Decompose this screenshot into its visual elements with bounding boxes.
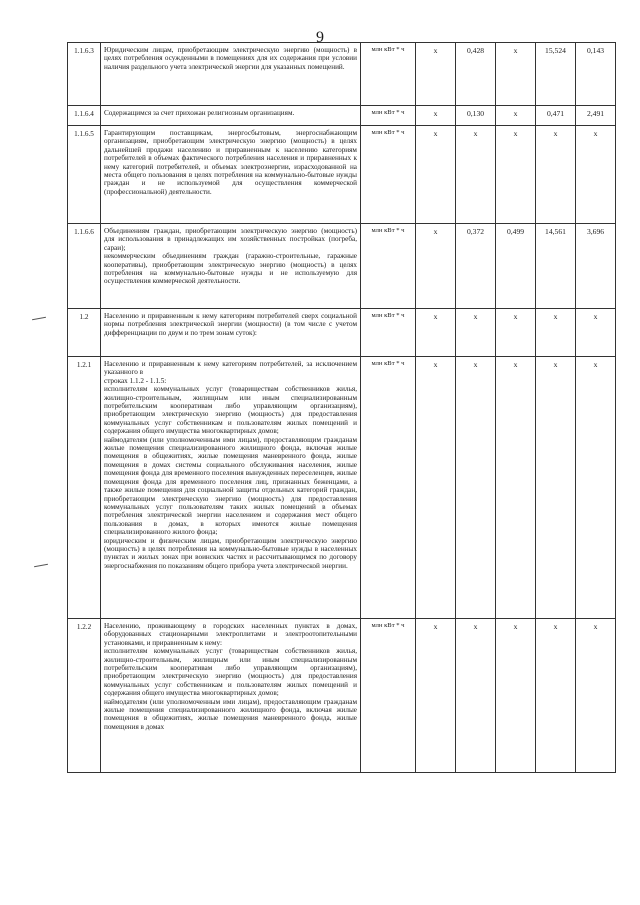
value-cell: х <box>416 619 456 773</box>
value-cell: х <box>456 309 496 357</box>
page-number: 9 <box>316 29 324 46</box>
row-unit: млн кВт * ч <box>361 106 416 126</box>
row-number: 1.2.1 <box>68 357 101 619</box>
description-line: Населению и приравненным к нему категориям потребителей, за исключением указанного в <box>104 360 357 377</box>
description-line: исполнителям коммунальных услуг (товариществам собственников жилья, жилищно-строительным, жилищным или иным специализированным потребительским кооперативам либо управляющим организациям), приобретающим электрическую энергию (мощность) для предоставления коммунальных услуг собственникам и пользователям жилых помещений и содержания общего имущества многоквартирных домов; <box>104 647 357 698</box>
description-line: некоммерческим объединениям граждан (гаражно-строительные, гаражные кооперативы), приобретающим электрическую энергию (мощность) в целях потребления на коммунально-бытовые нужды и не используемую для осуществления коммерческой деятельности. <box>104 252 357 286</box>
value-cell: х <box>456 619 496 773</box>
table-row <box>68 619 616 773</box>
description-line: строках 1.1.2 - 1.1.5: <box>104 376 167 385</box>
row-number: 1.1.6.6 <box>68 224 101 309</box>
value-cell: х <box>576 619 616 773</box>
value-cell: х <box>416 309 456 357</box>
value-cell: х <box>576 357 616 619</box>
row-unit: млн кВт * ч <box>361 619 416 773</box>
value-cell: х <box>456 126 496 224</box>
value-cell: 0,372 <box>456 224 496 309</box>
description-line: Населению, проживающему в городских населенных пунктах в домах, оборудованных стационарными электроплитами и электроотопительными установками, и приравненным к нему: <box>104 622 357 647</box>
row-unit: млн кВт * ч <box>361 43 416 106</box>
value-cell: 14,561 <box>536 224 576 309</box>
value-cell: х <box>496 309 536 357</box>
value-cell: х <box>536 619 576 773</box>
margin-mark <box>34 564 48 567</box>
table-row <box>68 106 616 126</box>
row-number: 1.1.6.5 <box>68 126 101 224</box>
row-unit: млн кВт * ч <box>361 224 416 309</box>
tariff-table <box>67 42 616 773</box>
row-unit: млн кВт * ч <box>361 309 416 357</box>
table-row <box>68 224 616 309</box>
value-cell: 0,130 <box>456 106 496 126</box>
value-cell: х <box>496 106 536 126</box>
value-cell: х <box>496 357 536 619</box>
value-cell: х <box>496 43 536 106</box>
margin-mark <box>32 317 46 320</box>
row-description <box>101 357 361 619</box>
value-cell: 0,428 <box>456 43 496 106</box>
row-description <box>101 619 361 773</box>
value-cell: х <box>416 224 456 309</box>
value-cell: х <box>536 126 576 224</box>
value-cell: х <box>416 126 456 224</box>
row-unit: млн кВт * ч <box>361 357 416 619</box>
description-line: наймодателям (или уполномоченным ими лицам), предоставляющим гражданам жилые помещения специализированного жилищного фонда, включая жилые помещения в общежитиях, жилые помещения маневренного фонда, жилые помещения в домах <box>104 697 357 731</box>
description-line: Юридическим лицам, приобретающим электрическую энергию (мощность) в целях потребления осужденными в помещениях для их содержания при условии наличия раздельного учета электрической энергии для указанных помещений. <box>104 46 357 71</box>
value-cell: х <box>456 357 496 619</box>
table-row <box>68 126 616 224</box>
table-row <box>68 43 616 106</box>
row-description <box>101 126 361 224</box>
value-cell: х <box>536 309 576 357</box>
description-line: Содержащимся за счет прихожан религиозным организациям. <box>104 109 295 117</box>
value-cell: х <box>536 357 576 619</box>
value-cell: 0,143 <box>576 43 616 106</box>
table-row <box>68 309 616 357</box>
description-line: юридическим и физическим лицам, приобретающим электрическую энергию (мощность) в целях потребления на коммунально-бытовые нужды в населенных пунктах и жилых зонах при воинских частях и рассчитывающимся по договору энергоснабжения по показаниям общего прибора учета электрической энергии. <box>104 536 357 570</box>
value-cell: х <box>576 126 616 224</box>
value-cell: х <box>416 357 456 619</box>
row-description <box>101 309 361 357</box>
row-number: 1.2.2 <box>68 619 101 773</box>
description-line: исполнителям коммунальных услуг (товариществам собственников жилья, жилищно-строительным, жилищным или иным специализированным потребительским кооперативам либо управляющим организациям), приобретающим электрическую энергию (мощность) для предоставления коммунальных услуг собственникам и пользователям жилых помещений и содержания общего имущества многоквартирных домов; <box>104 385 357 436</box>
description-line: Гарантирующим поставщикам, энергосбытовым, энергоснабжающим организациям, приобретающим электрическую энергию (мощность) в целях дальнейшей продажи населению и приравненным к населению категориям потребителей в объемах фактического потребления населения и приравненных к нему категорий потребителей, и объемах электроэнергии, израсходованной на места общего пользования в целях потребления на коммунально-бытовые нужды граждан и не используемой для осуществления коммерческой (профессиональной) деятельности. <box>104 129 357 196</box>
row-description <box>101 106 361 126</box>
row-description <box>101 43 361 106</box>
value-cell: 2,491 <box>576 106 616 126</box>
value-cell: 0,499 <box>496 224 536 309</box>
value-cell: х <box>416 43 456 106</box>
row-number: 1.2 <box>68 309 101 357</box>
description-line: Объединениям граждан, приобретающим электрическую энергию (мощность) для использования в принадлежащих им хозяйственных постройках (погреба, сараи); <box>104 227 357 252</box>
table-row <box>68 357 616 619</box>
row-number: 1.1.6.4 <box>68 106 101 126</box>
row-number: 1.1.6.3 <box>68 43 101 106</box>
value-cell: х <box>496 126 536 224</box>
description-line: Населению и приравненным к нему категориям потребителей сверх социальной нормы потребления электрической энергии (мощности) (в том числе с учетом дифференциации по двум и по трем зонам суток): <box>104 312 357 337</box>
row-unit: млн кВт * ч <box>361 126 416 224</box>
value-cell: х <box>576 309 616 357</box>
value-cell: х <box>416 106 456 126</box>
value-cell: 0,471 <box>536 106 576 126</box>
value-cell: х <box>496 619 536 773</box>
value-cell: 15,524 <box>536 43 576 106</box>
description-line: наймодателям (или уполномоченным ими лицам), предоставляющим гражданам жилые помещения специализированного жилищного фонда, включая жилые помещения в общежитиях, жилые помещения маневренного фонда, жилые помещения в домах системы социального обслуживания населения, жилые помещения фонда для временного поселения вынужденных переселенцев, жилые помещения фонда для временного поселения лиц, признанных беженцами, а также жилые помещения для социальной защиты отдельных категорий граждан, приобретающим электрическую энергию (мощность) для предоставления коммунальных услуг пользователям таких жилых помещений в объемах потребления электрической энергии населением и содержания мест общего пользования в домах, в которых имеются жилые помещения специализированного жилого фонда; <box>104 435 357 537</box>
value-cell: 3,696 <box>576 224 616 309</box>
row-description <box>101 224 361 309</box>
